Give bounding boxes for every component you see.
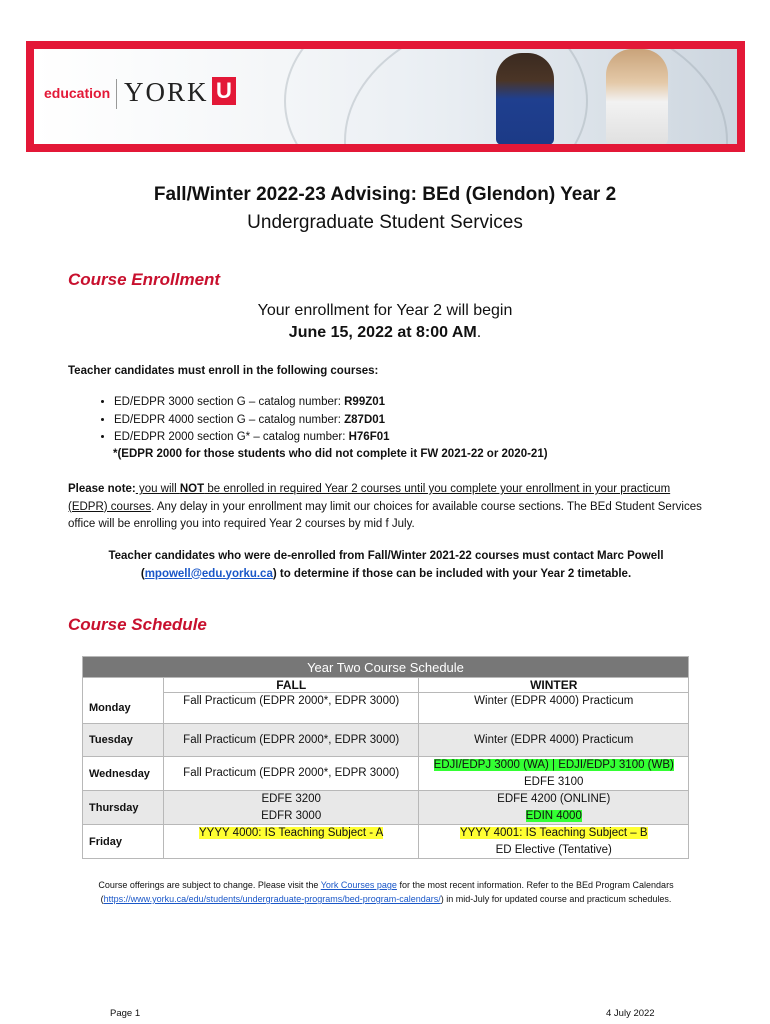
highlighted-course: YYYY 4000: IS Teaching Subject - A (199, 827, 384, 839)
york-education-banner (26, 41, 745, 152)
fall-cell (163, 825, 419, 859)
course-description: ED/EDPR 2000 section G* – catalog number: (114, 431, 349, 443)
contact-email-link[interactable]: mpowell@edu.yorku.ca (144, 567, 273, 580)
fall-column-header: FALL (163, 678, 419, 693)
must-enroll-intro: Teacher candidates must enroll in the following courses: (68, 365, 379, 377)
please-note-label: Please note: (68, 483, 136, 495)
catalog-number: Z87D01 (344, 413, 386, 426)
fall-cell (163, 791, 419, 825)
winter-column-header: WINTER (419, 678, 689, 693)
table-row (83, 757, 689, 791)
york-courses-link[interactable]: York Courses page (320, 880, 397, 890)
contact-text: Teacher candidates who were de-enrolled from Fall/Winter 2021-22 courses must contact Marc Powell ( (108, 550, 664, 580)
day-column-header (83, 678, 164, 693)
course-enrollment-heading: Course Enrollment (68, 270, 221, 289)
winter-cell: Winter (EDPR 4000) Practicum (419, 693, 689, 724)
course-text: EDFE 4200 (ONLINE) (497, 793, 611, 805)
page-number: Page 1 (110, 1008, 141, 1019)
required-course-list (68, 394, 754, 447)
note-not-emphasis: NOT (179, 483, 205, 495)
contact-text: ) to determine if those can be included with your Year 2 timetable. (272, 567, 632, 580)
schedule-caption: Year Two Course Schedule (83, 657, 689, 678)
table-row (83, 693, 689, 724)
list-item (114, 412, 754, 430)
winter-cell (419, 757, 689, 791)
day-cell: Friday (83, 825, 164, 859)
enrollment-start-line: Your enrollment for Year 2 will begin (257, 302, 513, 319)
highlighted-course: EDJI/EDPJ 3000 (WA) | EDJI/EDPJ 3100 (WB) (433, 759, 674, 771)
table-row (83, 825, 689, 859)
document-subtitle: Undergraduate Student Services (247, 212, 523, 233)
note-text: be enrolled in required Year 2 courses until you complete your enrollment in your practicum (EDPR) courses (68, 483, 671, 513)
logo-york-text: YORK (124, 77, 209, 107)
bed-calendars-link[interactable]: https://www.yorku.ca/edu/students/undergraduate-programs/bed-program-calendars/ (103, 894, 441, 904)
banner-student-figure (606, 49, 668, 144)
course-text: EDFR 3000 (261, 809, 322, 822)
course-text: EDFE 3100 (524, 775, 584, 788)
course-text: ED Elective (Tentative) (495, 843, 612, 856)
catalog-number: R99Z01 (344, 396, 386, 408)
logo-u-mark: U (212, 77, 236, 105)
document-title: Fall/Winter 2022-23 Advising: BEd (Glendon) Year 2 (153, 184, 617, 205)
please-note-paragraph (68, 481, 704, 534)
day-cell: Thursday (83, 791, 164, 825)
day-cell: Monday (83, 693, 164, 724)
course-description: ED/EDPR 3000 section G – catalog number: (114, 396, 345, 408)
logo-education-text: education (44, 85, 111, 101)
fall-cell: Fall Practicum (EDPR 2000*, EDPR 3000) (163, 757, 419, 791)
document-date: 4 July 2022 (606, 1008, 655, 1019)
fall-cell: Fall Practicum (EDPR 2000*, EDPR 3000) (163, 724, 419, 757)
enrollment-date-text: June 15, 2022 at 8:00 AM (288, 324, 477, 341)
enrollment-start-date (0, 324, 770, 342)
highlighted-course: EDIN 4000 (525, 809, 582, 822)
table-row (83, 724, 689, 757)
banner-photo (34, 49, 737, 144)
footnote-text: Course offerings are subject to change. Please visit the (98, 880, 321, 890)
footnote-text: ) in mid-July for updated course and practicum schedules. (440, 894, 672, 904)
course-description: ED/EDPR 4000 section G – catalog number: (114, 413, 345, 426)
day-cell: Tuesday (83, 724, 164, 757)
course-text: EDFE 3200 (261, 793, 321, 805)
note-rest-text: . Any delay in your enrollment may limit our choices for available course sections. The BEd Student Services office will be enrolling you into required Year 2 courses by mid f July. (68, 500, 702, 530)
table-row (83, 791, 689, 825)
course-schedule-table (82, 656, 689, 859)
de-enrolled-contact-note (68, 548, 704, 583)
catalog-number: H76F01 (348, 431, 390, 443)
footnote-text: for the most recent information. Refer to the BEd Program Calendars ( (100, 880, 674, 904)
edpr-2000-footnote: *(EDPR 2000 for those students who did not complete it FW 2021-22 or 2020-21) (113, 448, 548, 460)
note-text: you will (135, 483, 180, 495)
schedule-footnote (68, 878, 704, 906)
banner-student-figure (496, 53, 554, 144)
highlighted-course: YYYY 4001: IS Teaching Subject – B (459, 827, 648, 839)
day-cell: Wednesday (83, 757, 164, 791)
list-item (114, 394, 754, 412)
list-item (114, 429, 754, 447)
logo-divider (116, 79, 117, 109)
enrollment-date-period: . (476, 324, 482, 341)
winter-cell: Winter (EDPR 4000) Practicum (419, 724, 689, 757)
course-schedule-heading: Course Schedule (68, 615, 207, 634)
fall-cell: Fall Practicum (EDPR 2000*, EDPR 3000) (163, 693, 419, 724)
winter-cell (419, 825, 689, 859)
winter-cell (419, 791, 689, 825)
